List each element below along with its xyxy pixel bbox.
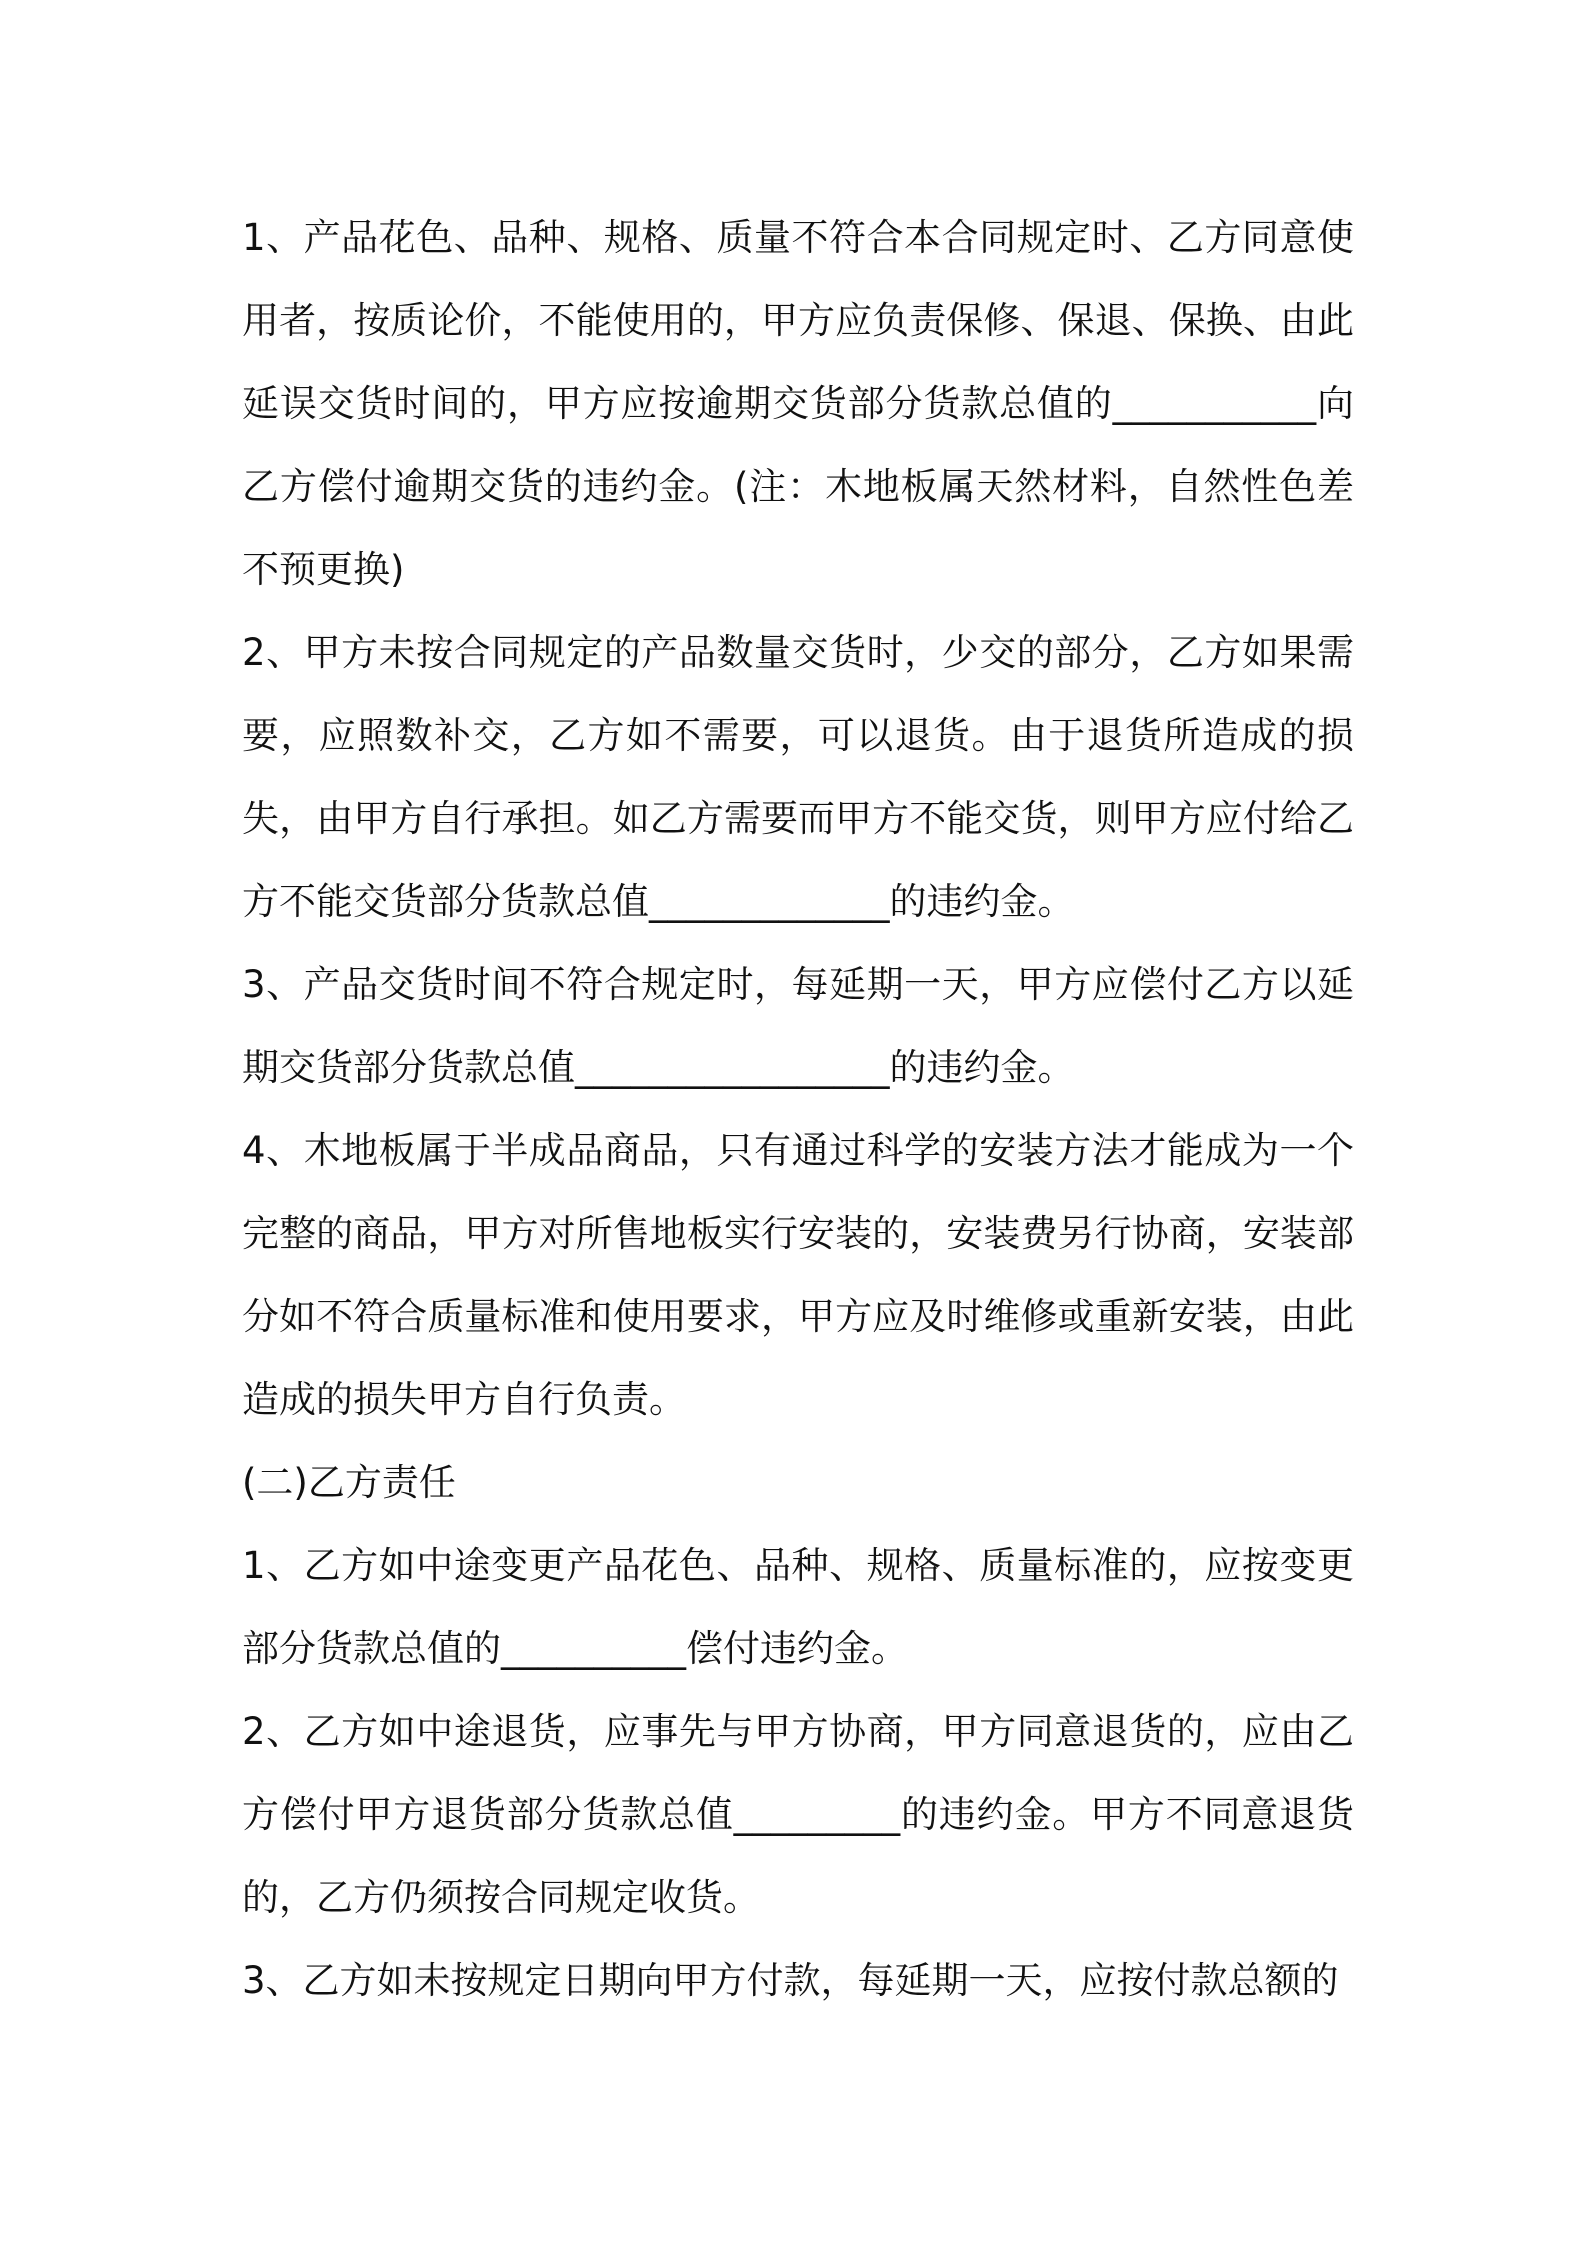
document-body: [242, 196, 1354, 2022]
clause-paragraph: 2、甲方未按合同规定的产品数量交货时，少交的部分，乙方如果需要，应照数补交，乙方如不需要，可以退货。由于退货所造成的损失，由甲方自行承担。如乙方需要而甲方不能交货，则甲方应付给乙方不能交货部分货款总值_____________的违约金。: [242, 631, 1354, 923]
section-heading: (二)乙方责任: [242, 1461, 456, 1504]
clause-paragraph: 1、乙方如中途变更产品花色、品种、规格、质量标准的，应按变更部分货款总值的__________偿付违约金。: [242, 1544, 1354, 1670]
clause-paragraph: 3、乙方如未按规定日期向甲方付款，每延期一天，应按付款总额的: [242, 1959, 1339, 2002]
clause-paragraph: 3、产品交货时间不符合规定时，每延期一天，甲方应偿付乙方以延期交货部分货款总值_________________的违约金。: [242, 963, 1354, 1089]
clause-paragraph: 2、乙方如中途退货，应事先与甲方协商，甲方同意退货的，应由乙方偿付甲方退货部分货款总值_________的违约金。甲方不同意退货的，乙方仍须按合同规定收货。: [242, 1710, 1354, 1919]
clause-paragraph: 1、产品花色、品种、规格、质量不符合本合同规定时、乙方同意使用者，按质论价，不能使用的，甲方应负责保修、保退、保换、由此延误交货时间的，甲方应按逾期交货部分货款总值的___________向乙方偿付逾期交货的违约金。(注：木地板属天然材料，自然性色差不预更换): [242, 216, 1354, 591]
clause-paragraph: 4、木地板属于半成品商品，只有通过科学的安装方法才能成为一个完整的商品，甲方对所售地板实行安装的，安装费另行协商，安装部分如不符合质量标准和使用要求，甲方应及时维修或重新安装，由此造成的损失甲方自行负责。: [242, 1129, 1354, 1421]
